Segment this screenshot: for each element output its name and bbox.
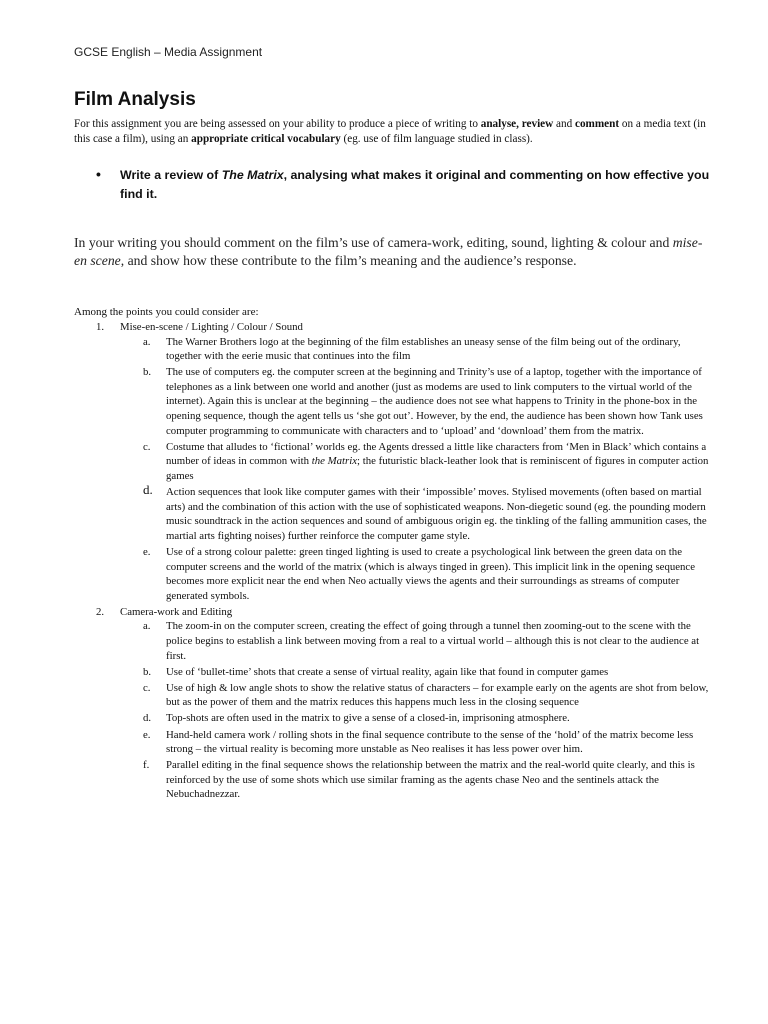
intro-text-4: (eg. use of film language studied in class).	[340, 133, 533, 145]
task-text-2: , analysing what makes it original and commenting on how effective you find it.	[120, 168, 710, 201]
item-text: Parallel editing in the final sequence shows the relationship between the matrix and the real-world quite clearly, and this is reinforced by the use of some shots which use similar framing as the agents chase Neo and the sentinels attack the Nebuchadnezzar.	[166, 759, 695, 801]
item-letter: c.	[143, 440, 151, 453]
item-text: Use of ‘bullet-time’ shots that create a sense of virtual reality, again like that found in computer games	[166, 665, 609, 678]
item-letter: d.	[143, 482, 153, 498]
item-letter: d.	[143, 712, 152, 725]
section-label: Mise-en-scene / Lighting / Colour / Sound	[120, 321, 303, 333]
item-text: The zoom-in on the computer screen, creating the effect of going through a tunnel then zooming-out to the scene with the police begins to establish a link between moving from a real to a virtual world – although this is not clear to the audience at first.	[166, 620, 700, 662]
item-letter: a.	[143, 620, 151, 633]
item-letter: f.	[143, 759, 150, 772]
item-text	[166, 440, 716, 484]
intro-bold-vocabulary: appropriate critical vocabulary	[191, 133, 341, 145]
item-text-part: Costume that alludes to ‘fictional’ worlds eg. the Agents dressed a little like characters from ‘Men in Black’ which contains a number of ideas in common with	[166, 440, 707, 468]
section-number: 1.	[96, 321, 105, 333]
section-label: Camera-work and Editing	[120, 605, 233, 618]
item-letter: c.	[143, 681, 151, 694]
instruction-text-2: , and show how these contribute to the film’s meaning and the audience’s response.	[120, 253, 577, 268]
task-text-1: Write a review of	[120, 168, 222, 182]
task-bullet	[96, 166, 716, 204]
section-heading-1	[74, 320, 724, 335]
page-header: GCSE English – Media Assignment	[74, 45, 263, 59]
intro-text-1: For this assignment you are being assessed on your ability to produce a piece of writing to	[74, 118, 481, 130]
list-item	[143, 482, 724, 543]
section-number: 2.	[96, 605, 105, 618]
points-list	[74, 320, 724, 804]
list-item	[143, 545, 724, 603]
bullet-marker: •	[96, 166, 101, 182]
list-item	[143, 728, 724, 757]
item-text: Use of high & low angle shots to show the relative status of characters – for example early on the agents are shot from below, but as the power of them and the matrix reduces this happens much less in the closing sequence	[166, 681, 709, 709]
task-film-title: The Matrix	[221, 168, 284, 182]
item-letter: e.	[143, 728, 151, 741]
item-text: Use of a strong colour palette: green tinged lighting is used to create a psychological link between the green data on the computer screens and the world of the matrix (which is always tinged in green). This implicit link in the opening sequence becomes more explicit near the end when Neo actually views the agents and their surroundings as streams of computer generated symbols.	[166, 545, 696, 602]
intro-bold-comment: comment	[574, 118, 620, 130]
item-letter: a.	[143, 335, 151, 348]
list-item	[143, 681, 724, 710]
page-title: Film Analysis	[74, 89, 196, 110]
intro-bold-analyse: analyse, review	[480, 118, 554, 130]
list-item	[143, 365, 724, 438]
instruction-paragraph	[74, 234, 714, 270]
item-text-italic: the Matrix	[311, 455, 358, 468]
instruction-text-1: In your writing you should comment on the film’s use of camera-work, editing, sound, lighting & colour and	[74, 235, 673, 250]
list-item	[143, 711, 724, 726]
item-letter: b.	[143, 366, 152, 379]
list-item	[143, 619, 724, 663]
intro-text-2: and	[553, 118, 575, 130]
list-item	[143, 440, 724, 484]
intro-paragraph	[74, 117, 714, 147]
item-text: Action sequences that look like computer games with their ‘impossible’ moves. Stylised movements (often based on martial arts) and the combination of this action with the use of sophisticated weapons. Non-diegetic sound (eg. the pounding modern music soundtrack in the action sequences and sound of ambiguous origin eg. the tinkling of the falling ammunition cases, the martial arts fighting noises) further reinforce the computer game style.	[166, 486, 707, 542]
item-text: Top-shots are often used in the matrix to give a sense of a closed-in, imprisoning atmosphere.	[166, 712, 570, 725]
item-letter: e.	[143, 545, 151, 558]
item-text-part: ; the futuristic black-leather look that is reminiscent of figures in computer action games	[166, 455, 709, 482]
item-letter: b.	[143, 665, 152, 678]
instruction-mise-en-scene: mise-en scene	[74, 235, 703, 268]
item-text: The use of computers eg. the computer screen at the beginning and Trinity’s use of a laptop, together with the importance of telephones as a link between one world and another (just as modems are used to link computers to the virtual world of the internet). Again this is unclear at the beginning – the audience does not see what happens to Trinity in the phone-box in the opening sequence, though the agent tells us ‘she got out’. However, by the end, the audience has been shown how Tank uses computer programming to communicate with characters and to ‘upload’ and ‘download’ them from the matrix.	[166, 366, 703, 437]
list-item	[143, 665, 724, 680]
intro-text-3: on a media text (in this case a film), using an	[74, 118, 706, 145]
item-text: Hand-held camera work / rolling shots in the final sequence contribute to the sense of the ‘hold’ of the matrix become less strong – the virtual reality is becoming more unstable as Neo realises it has less power over him.	[166, 728, 694, 756]
section-heading-2	[74, 605, 724, 620]
list-item	[143, 335, 724, 364]
item-text: The Warner Brothers logo at the beginning of the film establishes an uneasy sense of the film being out of the ordinary, together with the eerie music that continues into the film	[166, 335, 681, 363]
task-text	[120, 166, 716, 204]
points-intro: Among the points you could consider are:	[74, 306, 259, 318]
list-item	[143, 758, 724, 802]
